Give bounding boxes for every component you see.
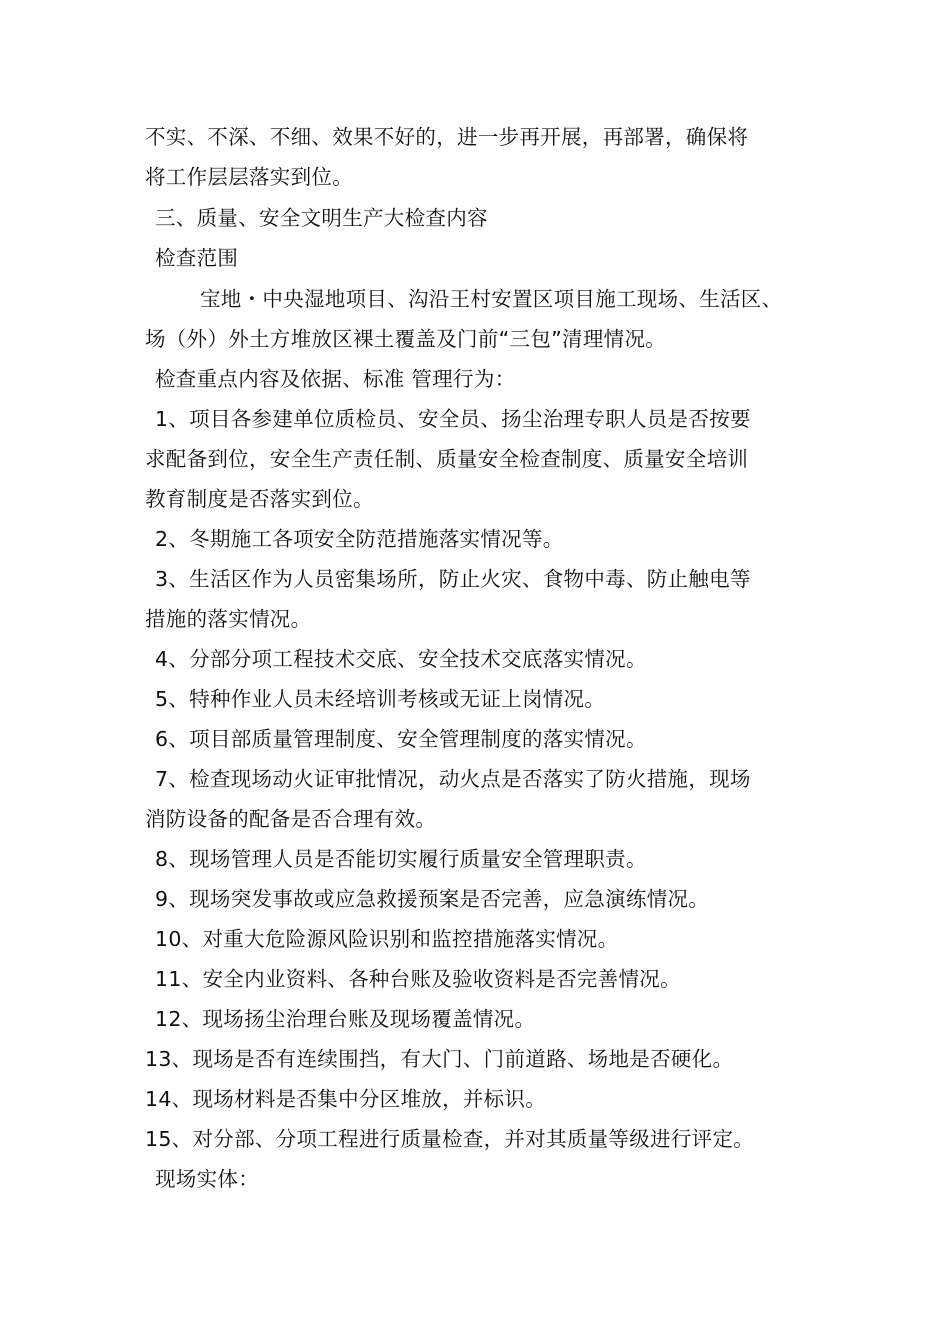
list-item: 4、分部分项工程技术交底、安全技术交底落实情况。 [155,647,647,671]
subheading: 检查范围 [155,246,239,270]
paragraph-line: 宝地・中央湿地项目、沟沿王村安置区项目施工现场、生活区、 [200,287,783,311]
list-item: 15、对分部、分项工程进行质量检查，并对其质量等级进行评定。 [145,1127,755,1151]
paragraph-line: 不实、不深、不细、效果不好的，进一步再开展，再部署，确保将 [145,125,749,149]
list-item: 11、安全内业资料、各种台账及验收资料是否完善情况。 [155,967,681,991]
list-item: 14、现场材料是否集中分区堆放，并标识。 [145,1087,547,1111]
paragraph-line: 将工作层层落实到位。 [145,165,353,189]
list-item: 1、项目各参建单位质检员、安全员、扬尘治理专职人员是否按要 [155,407,751,431]
list-item: 3、生活区作为人员密集场所，防止火灾、食物中毒、防止触电等 [155,567,751,591]
list-item: 10、对重大危险源风险识别和监控措施落实情况。 [155,927,619,951]
paragraph-line: 场（外）外土方堆放区裸土覆盖及门前“三包”清理情况。 [145,327,667,351]
list-item-continuation: 措施的落实情况。 [145,607,312,631]
list-item-continuation: 消防设备的配备是否合理有效。 [145,807,437,831]
list-item-continuation: 教育制度是否落实到位。 [145,487,374,511]
section-heading: 三、质量、安全文明生产大检查内容 [155,206,488,230]
subheading: 检查重点内容及依据、标准 管理行为： [155,367,516,391]
subheading: 现场实体： [155,1167,259,1191]
list-item: 7、检查现场动火证审批情况，动火点是否落实了防火措施，现场 [155,767,751,791]
list-item: 6、项目部质量管理制度、安全管理制度的落实情况。 [155,727,647,751]
list-item-continuation: 求配备到位，安全生产责任制、质量安全检查制度、质量安全培训 [145,447,749,471]
list-item: 12、现场扬尘治理台账及现场覆盖情况。 [155,1007,536,1031]
list-item: 9、现场突发事故或应急救援预案是否完善，应急演练情况。 [155,887,710,911]
list-item: 13、现场是否有连续围挡，有大门、门前道路、场地是否硬化。 [145,1047,734,1071]
list-item: 2、冬期施工各项安全防范措施落实情况等。 [155,527,564,551]
list-item: 8、现场管理人员是否能切实履行质量安全管理职责。 [155,847,647,871]
list-item: 5、特种作业人员未经培训考核或无证上岗情况。 [155,687,606,711]
